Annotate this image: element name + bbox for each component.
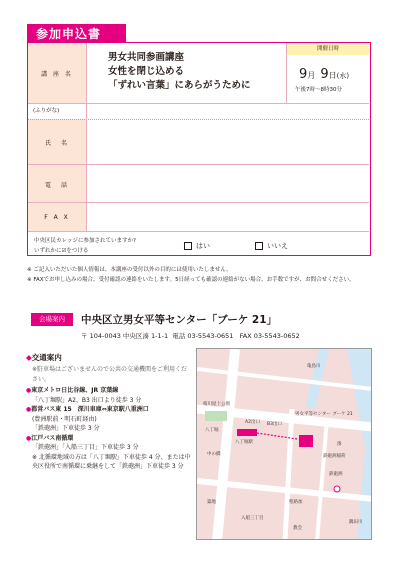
map-label-exit-b3: B3出口 <box>267 422 282 427</box>
venue-fax: 03-5543-0652 <box>253 332 300 340</box>
privacy-note: ※ ご記入いただいた個人情報は、本講座の受付以外の目的には使用いたしません。 <box>27 267 232 273</box>
name-input[interactable] <box>86 119 368 163</box>
date-month-unit: 月 <box>307 71 316 80</box>
row-divider <box>28 231 369 232</box>
road-east <box>317 419 327 540</box>
label-fax: F A X <box>44 214 70 221</box>
furigana-input[interactable] <box>86 103 368 118</box>
venue-tel-label: 電話 <box>172 332 186 340</box>
venue-fax-label: FAX <box>239 332 252 340</box>
date-day-unit: 日 <box>328 71 337 80</box>
fax-input[interactable] <box>86 202 368 230</box>
river-kamejima <box>305 349 329 409</box>
label-name: 氏 名 <box>44 140 69 147</box>
road-vertical-west <box>217 349 235 540</box>
park-block <box>205 411 227 421</box>
bullet-icon: ● <box>26 434 32 442</box>
map-label-sakuragawa: 桜川屋上公園 <box>203 402 230 407</box>
no-checkbox[interactable] <box>255 242 263 250</box>
venue-tag: 会場案内 <box>31 313 73 326</box>
label-phone: 電 話 <box>44 182 69 189</box>
map-label-tsukiji: 築地 <box>207 500 216 505</box>
venue-contact <box>81 331 300 340</box>
bullet-icon: ● <box>26 406 32 413</box>
date-box <box>286 43 369 103</box>
map-label-exit-a2: A2出口 <box>245 420 260 425</box>
bus-stop-icon <box>334 486 340 492</box>
venue-address: 〒 104-0043 中央区湊 1-1-1 <box>81 332 169 340</box>
access-map <box>196 348 372 540</box>
station-marker <box>237 429 257 436</box>
map-label-kurogane: 鉄砲洲 <box>329 472 343 477</box>
date-header: 開催日時 <box>287 43 369 55</box>
road-north <box>197 369 372 389</box>
label-course: 講 座 名 <box>41 71 73 78</box>
course-title-line: 「ずれい言葉」にあらがうために <box>108 80 251 91</box>
map-label-hatchobori-station: 八丁堀駅 <box>235 440 253 445</box>
course-title <box>108 51 251 93</box>
route-metro: ●東京メトロ日比谷線、JR 京葉線 「八丁堀駅」A2、B3 出口より徒歩 3 分 <box>26 387 142 404</box>
yes-checkbox[interactable] <box>184 242 192 250</box>
yes-label: はい <box>196 242 210 250</box>
map-label-church: 教会 <box>293 526 302 531</box>
diamond-icon: ◆ <box>26 353 32 362</box>
map-label-sumida: 隅田川 <box>349 520 363 525</box>
route-edo-bus: ●江戸バス南循環 「鉄砲洲」「入船三丁目」下車徒歩 3 分 <box>26 434 139 451</box>
route-bus: ●都営バス東 15 深川車庫⇔東京駅八重洲口 (豊洲駅前・明石町経由) 「鉄砲洲」下車徒歩 3 分 <box>26 406 149 432</box>
river-sumida <box>347 349 372 540</box>
college-instruction: いずれかに☑をつける <box>34 248 89 254</box>
label-furigana: (ふりがな) <box>33 108 60 114</box>
date-month: 9 <box>299 67 308 82</box>
map-label-bouquet: 男女平等センター ブーケ 21 <box>295 412 353 417</box>
event-date <box>299 63 349 82</box>
map-label-nakanohashi: 中の橋 <box>207 452 221 457</box>
map-label-irifune: 入船三丁目 <box>241 516 264 521</box>
no-label: いいえ <box>267 242 288 250</box>
college-question: 中央区民カレッジに参加されていますか? <box>34 238 136 244</box>
transfer-note: ※ 北循環地域の方は「八丁堀駅」下車徒歩 4 分、または中央区役所で南循環に乗継をして「鉄砲洲」下車徒歩 3 分 <box>32 453 191 470</box>
date-day: 9 <box>320 67 329 82</box>
access-info <box>26 352 191 472</box>
venue-name: 中央区立男女平等センター「ブーケ 21」 <box>81 314 278 326</box>
venue-tel: 03-5543-0651 <box>187 332 234 340</box>
fax-note: ※ FAXでお申し込みの場合、受付確認の連絡をいたします。5日経っても確認の連絡がない場合、お手数ですが、お問合せください。 <box>27 277 355 283</box>
course-title-line: 女性を閉じ込める <box>108 66 185 77</box>
event-time: 午後7時～8時30分 <box>295 87 342 93</box>
phone-input[interactable] <box>86 164 368 201</box>
map-label-minato: 湊 <box>337 442 342 447</box>
access-title: ◆交通案内 <box>26 353 62 362</box>
map-label-hospital: 聖路加 <box>289 500 303 505</box>
map-drawing <box>197 349 372 540</box>
map-label-teppozu-shrine: 鉄砲洲稲荷 <box>323 454 346 459</box>
bouquet-building <box>299 435 313 447</box>
date-weekday: (水) <box>336 72 350 80</box>
parking-note: ※駐車場はございませんので公共の交通機関をご利用ください。 <box>32 366 188 383</box>
course-title-line: 男女共同参画講座 <box>108 52 185 63</box>
road-vertical-mid <box>285 409 292 540</box>
bullet-icon: ● <box>26 387 32 394</box>
map-label-hatchobori: 八丁堀 <box>205 428 219 433</box>
form-title: 参加申込書 <box>36 27 102 41</box>
map-label-kamejima: 亀島川 <box>307 364 321 369</box>
